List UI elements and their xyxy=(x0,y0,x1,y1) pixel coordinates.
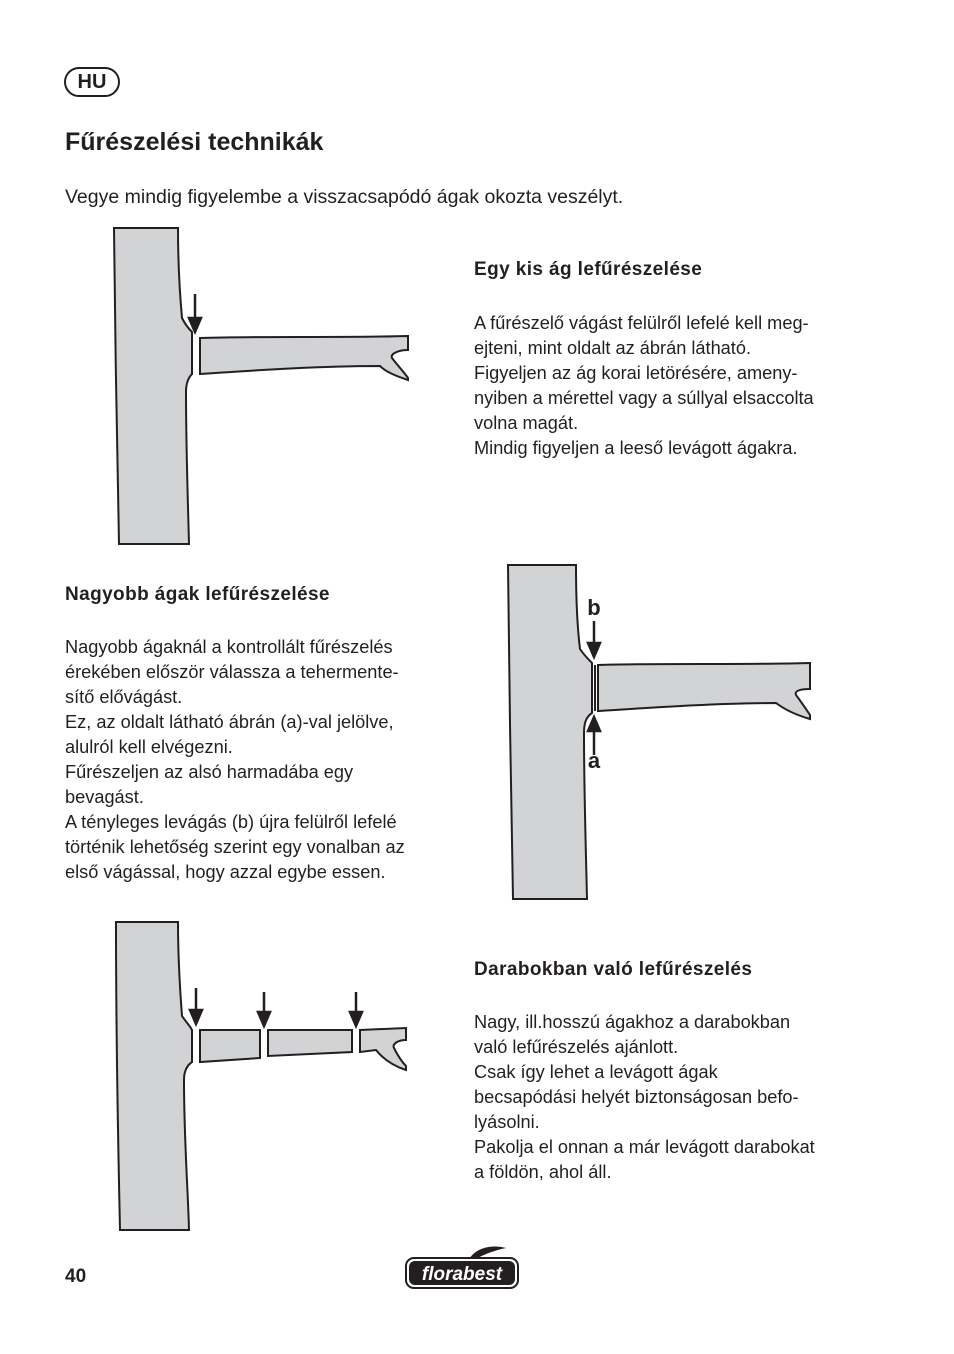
section-heading-small: Egy kis ág lefűrészelése xyxy=(474,259,703,280)
tree-trunk xyxy=(114,228,192,544)
branch xyxy=(200,336,408,380)
text-line: sítő elővágást. xyxy=(65,687,183,707)
section-text-small xyxy=(474,311,814,461)
text-line: Fűrészeljen az alsó harmadába egy xyxy=(65,762,354,782)
page-title: Fűrészelési technikák xyxy=(65,128,324,156)
text-line: Pakolja el onnan a már levágott darabokat xyxy=(474,1137,815,1157)
figure-small-branch xyxy=(100,226,420,546)
cut-arrow-icon xyxy=(189,294,201,332)
text-line: Nagy, ill.hosszú ágakhoz a darabokban xyxy=(474,1012,791,1032)
branch xyxy=(598,663,810,719)
branch-piece-2 xyxy=(268,1030,352,1056)
text-line: A fűrészelő vágást felülről lefelé kell meg- xyxy=(474,313,809,333)
language-badge: HU xyxy=(64,67,120,97)
text-line: bevagást. xyxy=(65,787,144,807)
text-line: Ez, az oldalt látható ábrán (a)-val jelölve, xyxy=(65,712,394,732)
intro-text: Vegye mindig figyelembe a visszacsapódó ágak okozta veszélyt. xyxy=(65,186,624,208)
text-line: történik lehetőség szerint egy vonalban az xyxy=(65,837,405,857)
branch-piece-3 xyxy=(360,1028,406,1070)
text-line: nyiben a mérettel vagy a súllyal elsaccolta xyxy=(474,388,814,408)
figure-large-branch xyxy=(500,563,816,901)
cut-label-b: b xyxy=(587,595,601,620)
brand-logo xyxy=(404,1244,522,1290)
text-line: volna magát. xyxy=(474,413,579,433)
text-line: Csak így lehet a levágott ágak xyxy=(474,1062,718,1082)
page-number: 40 xyxy=(65,1266,87,1287)
text-line: ejteni, mint oldalt az ábrán látható. xyxy=(474,338,752,358)
text-line: becsapódási helyét biztonságosan befo- xyxy=(474,1087,799,1107)
text-line: Figyeljen az ág korai letörésére, ameny- xyxy=(474,363,798,383)
text-line: érekében először válassza a tehermente- xyxy=(65,662,399,682)
section-heading-pieces: Darabokban való lefűrészelés xyxy=(474,959,753,980)
text-line: lyásolni. xyxy=(474,1112,540,1132)
cut-arrow-icon xyxy=(350,992,362,1026)
text-line: A tényleges levágás (b) újra felülről lefelé xyxy=(65,812,397,832)
text-line: a földön, ahol áll. xyxy=(474,1162,612,1182)
svg-text:florabest: florabest xyxy=(421,1264,503,1285)
figure-pieces xyxy=(100,920,412,1232)
cut-label-a: a xyxy=(587,748,601,773)
cut-arrow-icon xyxy=(190,988,202,1024)
section-heading-large: Nagyobb ágak lefűrészelése xyxy=(65,584,330,605)
branch-piece-1 xyxy=(200,1030,260,1062)
tree-trunk xyxy=(508,565,592,899)
tree-trunk xyxy=(116,922,192,1230)
text-line: alulról kell elvégezni. xyxy=(65,737,233,757)
section-text-pieces xyxy=(474,1010,815,1185)
text-line: Nagyobb ágaknál a kontrollált fűrészelés xyxy=(65,637,393,657)
section-text-large xyxy=(65,635,405,885)
text-line: első vágással, hogy azzal egybe essen. xyxy=(65,862,386,882)
arrow-down-icon xyxy=(588,621,600,657)
text-line: való lefűrészelés ajánlott. xyxy=(474,1037,679,1057)
cut-arrow-icon xyxy=(258,992,270,1026)
text-line: Mindig figyeljen a leeső levágott ágakra. xyxy=(474,438,798,458)
